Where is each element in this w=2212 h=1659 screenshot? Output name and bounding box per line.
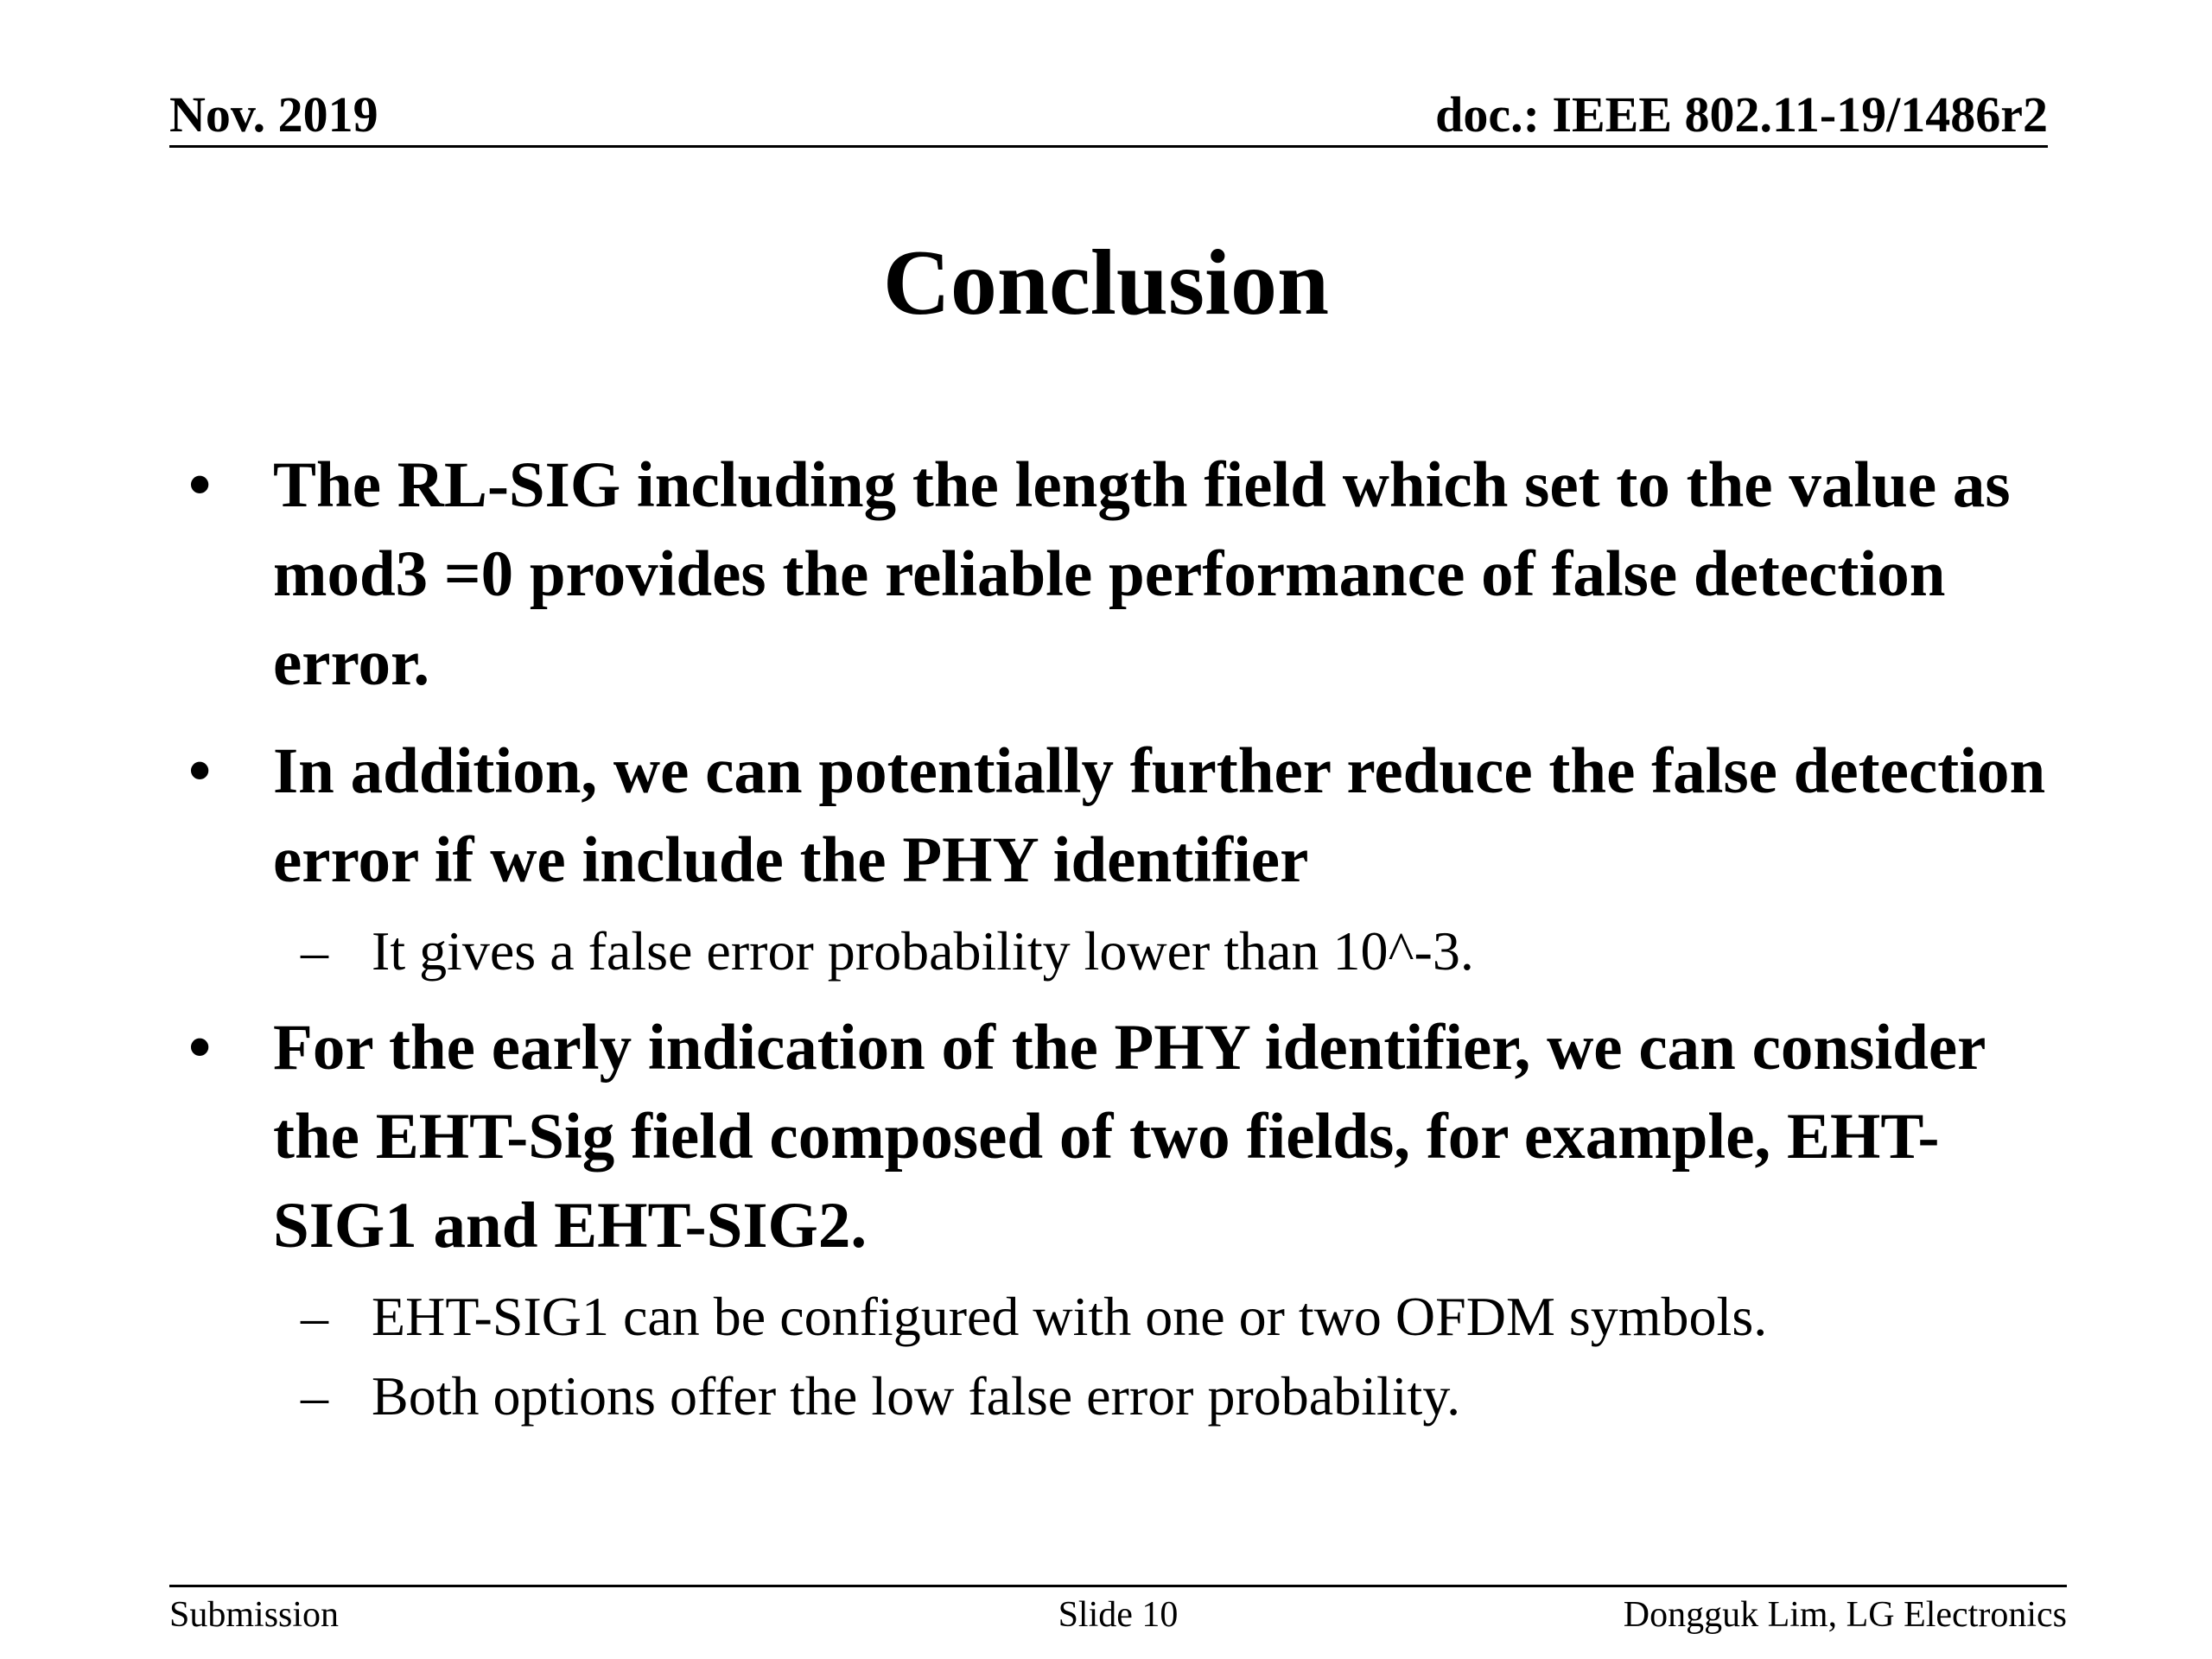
bullet-mark: • xyxy=(188,1012,212,1084)
sub-bullet-item xyxy=(169,1275,2062,1358)
footer-slide-number: Slide 10 xyxy=(1058,1595,1179,1635)
bullet-text: The RL-SIG including the length field which set to the value as mod3 =0 provides the reliable performance of false detection error. xyxy=(273,449,2011,699)
header-date: Nov. 2019 xyxy=(169,86,378,143)
bullet-item xyxy=(169,727,2062,905)
bullet-item xyxy=(169,1003,2062,1270)
bullet-text: For the early indication of the PHY identifier, we can consider the EHT-Sig field composed of two fields, for example, EHT-SIG1 and EHT-SIG2. xyxy=(273,1012,1986,1262)
sub-bullet-mark: – xyxy=(301,1365,328,1427)
bullet-mark: • xyxy=(188,735,212,807)
sub-bullet-text: EHT-SIG1 can be configured with one or two OFDM symbols. xyxy=(372,1286,1768,1347)
sub-bullet-text: Both options offer the low false error probability. xyxy=(372,1365,1461,1427)
footer-author: Dongguk Lim, LG Electronics xyxy=(1623,1595,2067,1635)
sub-bullet-mark: – xyxy=(301,1286,328,1347)
slide-content xyxy=(169,441,2062,1448)
sub-bullet-text: It gives a false error probability lower than 10^-3. xyxy=(372,920,1474,982)
bullet-mark: • xyxy=(188,449,212,521)
bullet-text: In addition, we can potentially further reduce the false detection error if we include the PHY identifier xyxy=(273,735,2046,896)
slide-title: Conclusion xyxy=(882,232,1330,334)
header-doc-id: doc.: IEEE 802.11-19/1486r2 xyxy=(1435,86,2048,143)
sub-bullet-item xyxy=(169,910,2062,993)
sub-bullet-mark: – xyxy=(301,920,328,982)
bullet-item xyxy=(169,441,2062,708)
slide-header xyxy=(169,85,2048,148)
footer-submission: Submission xyxy=(169,1595,340,1635)
slide-footer xyxy=(169,1585,2067,1639)
sub-bullet-item xyxy=(169,1355,2062,1438)
